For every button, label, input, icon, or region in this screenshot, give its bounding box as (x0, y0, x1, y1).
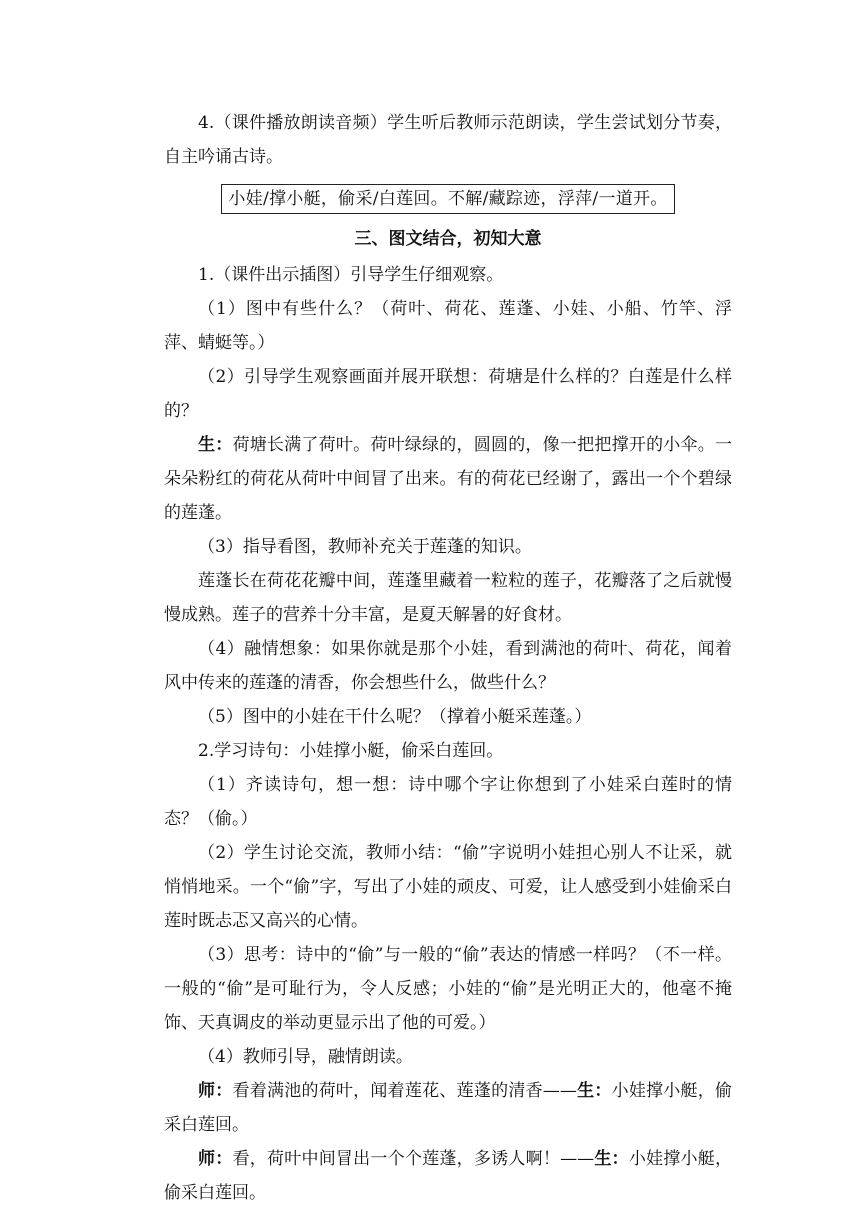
teacher-label: 师： (198, 1149, 233, 1169)
student-answer-paragraph (164, 428, 732, 530)
student-text: 小娃撑小艇，偷采白莲回。 (164, 1081, 733, 1135)
part2-question-4: （4）教师引导，融情朗读。 (198, 1047, 413, 1067)
student-answer-text: 荷塘长满了荷叶。荷叶绿绿的，圆圆的，像一把把撑开的小伞。一朵朵粉红的荷花从荷叶中间冒了出来。有的荷花已经谢了，露出一个个碧绿的莲蓬。 (164, 435, 733, 523)
dialog-2-paragraph (164, 1142, 732, 1210)
part1-question-3: （3）指导看图，教师补充关于莲蓬的知识。 (198, 537, 532, 557)
student-label: 生： (198, 435, 233, 455)
poem-rhythm-box: 小娃/撑小艇，偷采/白莲回。不解/藏踪迹，浮萍/一道开。 (221, 184, 674, 214)
poem-rhythm-box-wrap (164, 184, 732, 214)
part1-question-2: （2）引导学生观察画面并展开联想：荷塘是什么样的？白莲是什么样的？ (164, 367, 732, 421)
part2-question-2: （2）学生讨论交流，教师小结：“偷”字说明小娃担心别人不让采，就悄悄地采。一个“偷”字，写出了小娃的顽皮、可爱，让人感受到小娃偷采白莲时既忐忑又高兴的心情。 (164, 843, 732, 931)
part1-question-4: （4）融情想象：如果你就是那个小娃，看到满池的荷叶、荷花，闻着风中传来的莲蓬的清香，你会想些什么，做些什么？ (164, 639, 732, 693)
teacher-label: 师： (198, 1081, 233, 1101)
part1-question-1: （1）图中有些什么？（荷叶、荷花、莲蓬、小娃、小船、竹竿、浮萍、蜻蜓等。） (164, 299, 732, 353)
student-text: 小娃撑小艇，偷采白莲回。 (164, 1149, 733, 1203)
dialog-1-paragraph (164, 1074, 732, 1142)
teacher-text: 看，荷叶中间冒出一个个莲蓬，多诱人啊！—— (232, 1149, 595, 1169)
lotus-info-paragraph: 莲蓬长在荷花花瓣中间，莲蓬里藏着一粒粒的莲子，花瓣落了之后就慢慢成熟。莲子的营养十分丰富，是夏天解暑的好食材。 (164, 571, 732, 625)
student-label: 生： (576, 1081, 612, 1101)
step-4-paragraph: 4.（课件播放朗读音频）学生听后教师示范朗读，学生尝试划分节奏，自主吟诵古诗。 (164, 113, 732, 167)
part1-question-5: （5）图中的小娃在干什么呢？（撑着小艇采莲蓬。） (198, 707, 592, 727)
section-title: 三、图文结合，初知大意 (354, 229, 542, 249)
part2-question-3: （3）思考：诗中的“偷”与一般的“偷”表达的情感一样吗？（不一样。一般的“偷”是可耻行为，令人反感；小娃的“偷”是光明正大的，他毫不掩饰、天真调皮的举动更显示出了他的可爱。） (164, 945, 732, 1033)
part2-question-1: （1）齐读诗句，想一想：诗中哪个字让你想到了小娃采白莲时的情态？（偷。） (164, 775, 732, 829)
student-label: 生： (594, 1149, 629, 1169)
part1-intro: 1.（课件出示插图）引导学生仔细观察。 (198, 265, 504, 285)
document-body (164, 106, 732, 1210)
teacher-text: 看着满池的荷叶，闻着莲花、莲蓬的清香—— (232, 1081, 577, 1101)
part2-intro: 2.学习诗句：小娃撑小艇，偷采白莲回。 (198, 741, 504, 761)
